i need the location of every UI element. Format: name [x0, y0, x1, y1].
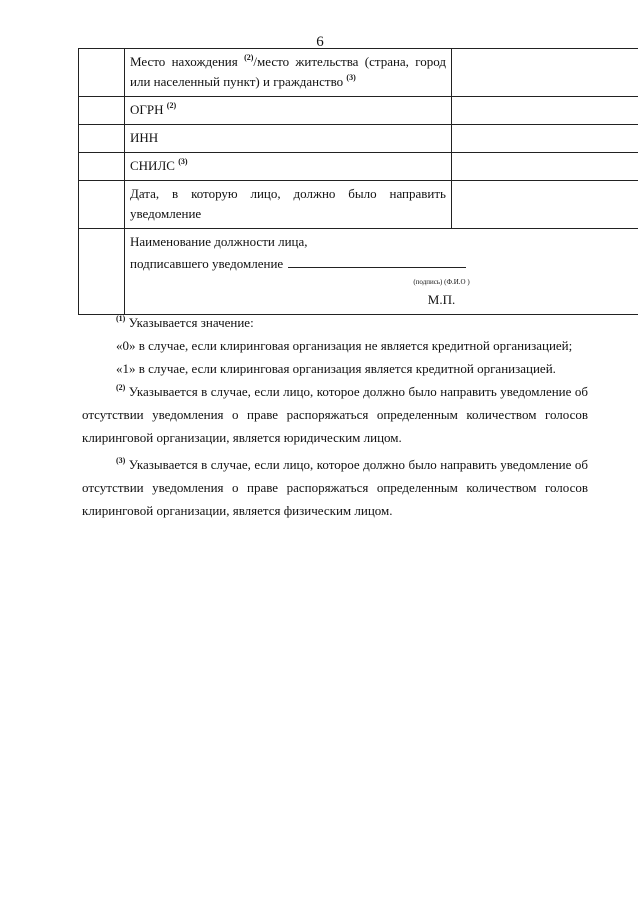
location-label-cell — [125, 49, 452, 97]
inn-label-cell — [125, 125, 452, 153]
form-table — [78, 48, 638, 315]
footnote-1-one: «1» в случае, если клиринговая организация является кредитной организацией. — [116, 361, 556, 376]
date-label-line2: уведомление — [130, 206, 202, 221]
snils-value-cell[interactable] — [452, 153, 639, 181]
ogrn-label-cell — [125, 97, 452, 125]
table-row-location — [79, 49, 639, 97]
footnote-ref: (2) — [244, 53, 254, 62]
page-number: 6 — [316, 34, 324, 50]
row-number-cell — [79, 229, 125, 315]
signature-caption: (подпись) (Ф.И.О ) — [413, 278, 470, 286]
footnote-1-zero: «0» в случае, если клиринговая организация не является кредитной организацией; — [116, 338, 573, 353]
row-number-cell — [79, 153, 125, 181]
ogrn-label: ОГРН — [130, 102, 164, 117]
table-row-inn — [79, 125, 639, 153]
footnote-ref: (3) — [346, 73, 356, 82]
inn-value-cell[interactable] — [452, 125, 639, 153]
location-label-rest: /место жительства (страна, город — [253, 54, 447, 69]
table-row-ogrn — [79, 97, 639, 125]
table-row-signer — [79, 229, 639, 315]
date-value-cell[interactable] — [452, 181, 639, 229]
snils-label: СНИЛС — [130, 158, 175, 173]
signature-line[interactable] — [288, 254, 466, 268]
footnote-2 — [82, 380, 588, 449]
footnote-ref: (2) — [166, 101, 177, 110]
location-label-line2: или населенный пункт) и гражданство — [130, 74, 344, 89]
inn-label: ИНН — [130, 130, 159, 145]
date-label: Дата, в которую лицо, должно было направить — [130, 186, 446, 201]
footnote-3 — [82, 453, 588, 522]
footnote-marker: (1) — [116, 314, 126, 323]
row-number-cell — [79, 49, 125, 97]
location-value-cell[interactable] — [452, 49, 639, 97]
footnote-marker: (3) — [116, 456, 126, 465]
footnote-2-text: Указывается в случае, если лицо, которое должно было направить уведомление об отсутствии уведомления о праве распоряжаться определенным количеством голосов клиринговой организации, является юридическим лицом. — [82, 384, 588, 445]
date-label-cell — [125, 181, 452, 229]
footnote-1 — [82, 311, 588, 334]
footnotes — [82, 311, 588, 522]
row-number-cell — [79, 181, 125, 229]
row-number-cell — [79, 125, 125, 153]
footnote-marker: (2) — [116, 383, 126, 392]
table-row-date — [79, 181, 639, 229]
location-label: Место нахождения — [130, 54, 238, 69]
footnote-3-text: Указывается в случае, если лицо, которое должно было направить уведомление об отсутствии уведомления о праве распоряжаться определенным количеством голосов клиринговой организации, является физическим лицом. — [82, 457, 588, 518]
row-number-cell — [79, 97, 125, 125]
footnote-1-text: Указывается значение: — [128, 315, 254, 330]
footnote-ref: (3) — [178, 157, 188, 166]
signer-label: Наименование должности лица, — [130, 234, 308, 249]
signer-cell — [125, 229, 639, 315]
table-row-snils — [79, 153, 639, 181]
stamp-label: М.П. — [427, 292, 456, 307]
ogrn-value-cell[interactable] — [452, 97, 639, 125]
signer-label-line2: подписавшего уведомление — [130, 256, 284, 271]
snils-label-cell — [125, 153, 452, 181]
